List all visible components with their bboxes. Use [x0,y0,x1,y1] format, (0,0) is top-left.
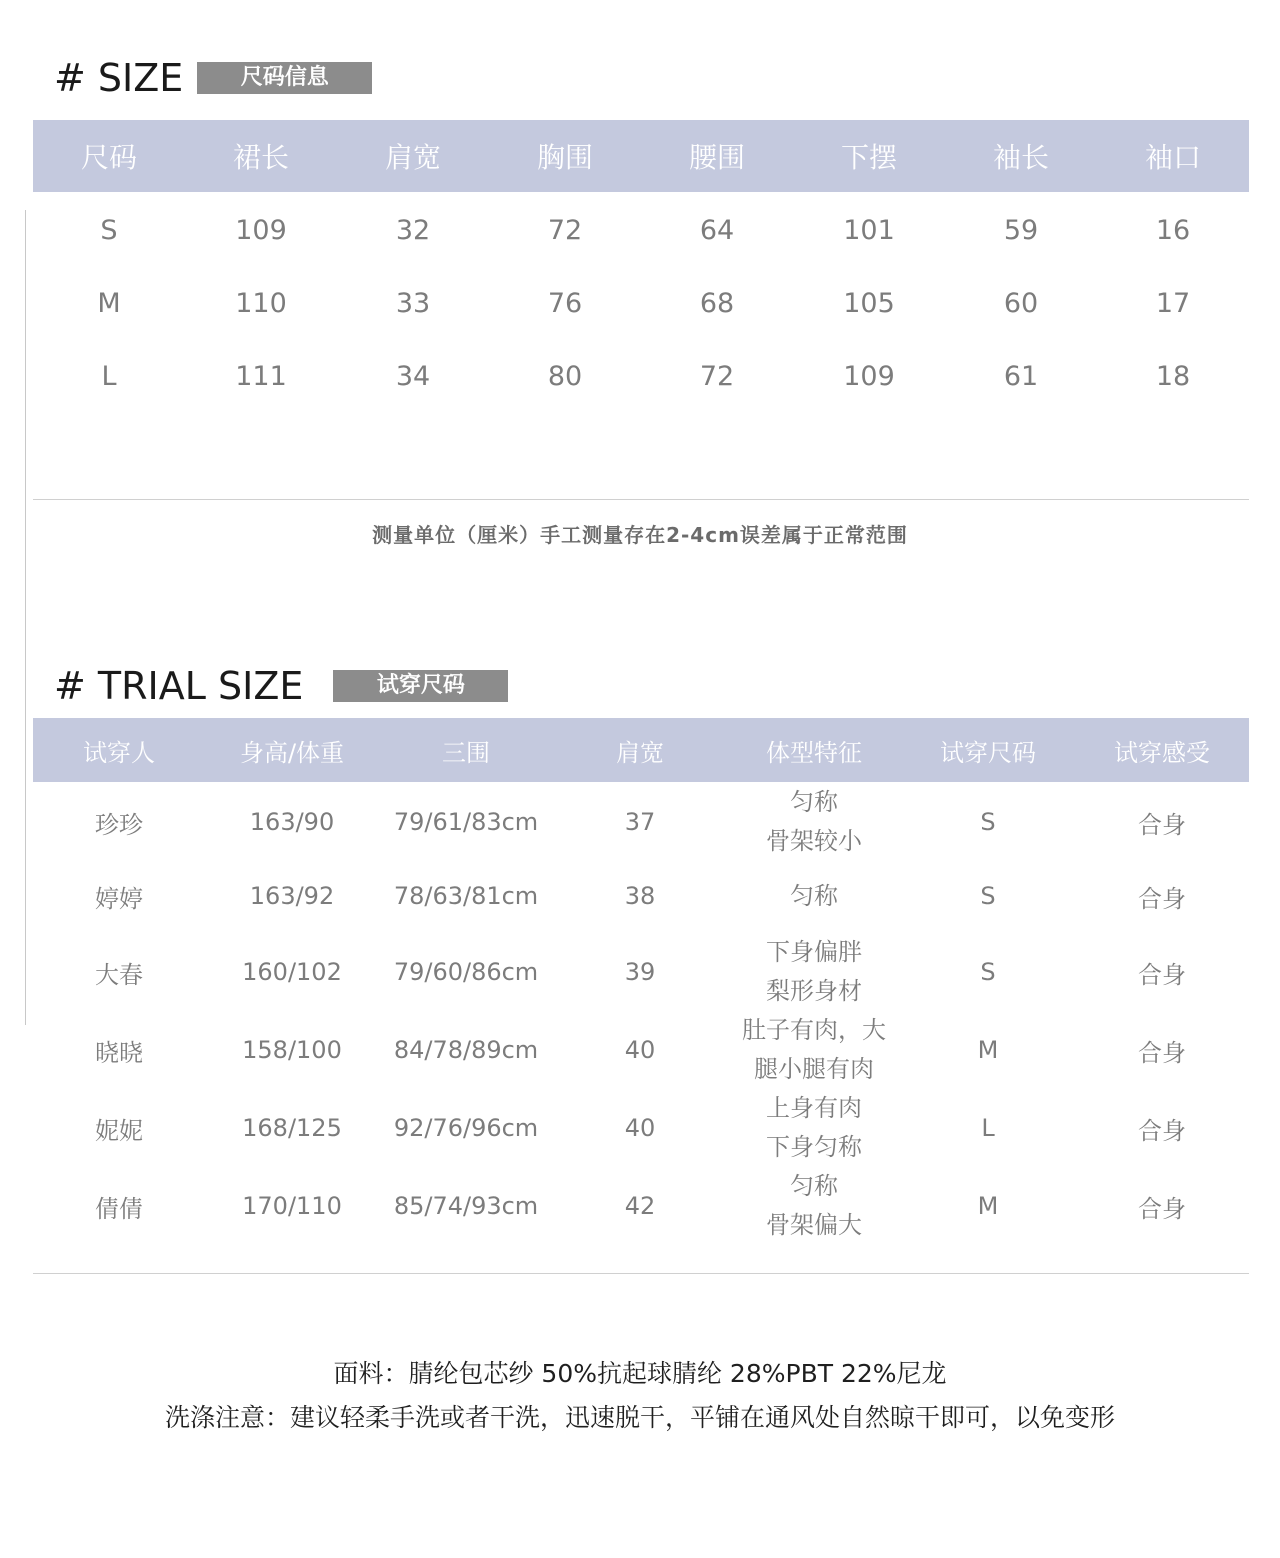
trial-row [33,870,1249,922]
trial-body-type [727,877,901,916]
size-heading: # SIZE [54,56,184,100]
left-divider [25,210,26,1025]
size-cell: 32 [395,214,431,246]
trial-shoulder: 40 [624,1114,656,1142]
trial-row [33,784,1249,860]
trial-size: S [980,958,996,986]
trial-row [33,1090,1249,1166]
size-cell: 68 [699,287,735,319]
trial-size: M [977,1192,999,1220]
trial-row [33,1012,1249,1088]
washing-instructions: 洗涤注意：建议轻柔手洗或者干洗，迅速脱干，平铺在通风处自然晾干即可，以免变形 [164,1403,1115,1432]
size-cell: 64 [699,214,735,246]
trial-height-weight: 168/125 [242,1114,342,1142]
size-cell: 33 [395,287,431,319]
size-cell: 109 [843,360,895,392]
size-cell: 80 [547,360,583,392]
trial-header-cell: 身高/体重 [239,738,345,767]
trial-height-weight: 158/100 [242,1036,342,1064]
body-type-line: 肚子有肉，大 [742,1016,886,1044]
size-cell: 110 [235,287,287,319]
trial-size: L [981,1114,995,1142]
body-type-line: 骨架偏大 [766,1211,862,1239]
trial-size: S [980,808,996,836]
trial-feel: 合身 [1138,960,1186,989]
trial-body-type [727,1167,901,1245]
trial-feel: 合身 [1138,1194,1186,1223]
trial-heading: # TRIAL SIZE [54,664,304,708]
size-header-cell: 腰围 [688,141,745,174]
trial-name: 珍珍 [95,810,143,839]
body-type-line: 腿小腿有肉 [754,1055,874,1083]
size-cell: 18 [1155,360,1191,392]
size-cell: 72 [547,214,583,246]
trial-name: 晓晓 [95,1038,143,1067]
trial-measurements: 85/74/93cm [393,1192,539,1220]
body-type-line: 下身偏胖 [766,938,862,966]
trial-name: 大春 [95,960,143,989]
trial-body-type [727,783,901,861]
measurement-note: 测量单位（厘米）手工测量存在2-4cm误差属于正常范围 [372,523,908,547]
body-type-line: 匀称 [790,1172,838,1200]
body-type-line: 下身匀称 [766,1133,862,1161]
trial-size: S [980,882,996,910]
trial-shoulder: 39 [624,958,656,986]
size-cell: 105 [843,287,895,319]
size-cell: 59 [1003,214,1039,246]
trial-measurements: 79/61/83cm [393,808,539,836]
trial-height-weight: 160/102 [242,958,342,986]
trial-section-title [54,664,508,708]
size-row [33,208,1249,252]
size-row [33,281,1249,325]
trial-size: M [977,1036,999,1064]
size-header-cell: 肩宽 [384,141,441,174]
trial-measurements: 78/63/81cm [393,882,539,910]
size-cell: 34 [395,360,431,392]
trial-body-type [727,933,901,1011]
body-type-line: 梨形身材 [766,977,862,1005]
body-type-line: 骨架较小 [766,827,862,855]
size-cell: 101 [843,214,895,246]
trial-height-weight: 163/92 [249,882,335,910]
trial-tag: 试穿尺码 [333,670,508,702]
trial-feel: 合身 [1138,1038,1186,1067]
trial-feel: 合身 [1138,810,1186,839]
size-tag: 尺码信息 [197,62,372,94]
size-cell: S [100,214,118,246]
size-section-title [54,56,372,100]
trial-shoulder: 42 [624,1192,656,1220]
trial-header-cell: 体型特征 [766,738,862,767]
trial-measurements: 79/60/86cm [393,958,539,986]
trial-table-divider [33,1273,1249,1274]
trial-body-type [727,1011,901,1089]
size-header-cell: 袖口 [1144,141,1201,174]
trial-feel: 合身 [1138,1116,1186,1145]
size-cell: M [97,287,121,319]
trial-name: 妮妮 [95,1116,143,1145]
size-header-cell: 下摆 [840,141,897,174]
size-row [33,354,1249,398]
body-type-line: 匀称 [790,881,838,910]
size-table-divider [33,499,1249,500]
size-cell: 111 [235,360,287,392]
trial-header-cell: 试穿感受 [1114,738,1210,767]
fabric-material: 面料：腈纶包芯纱 50%抗起球腈纶 28%PBT 22%尼龙 [333,1359,947,1388]
trial-body-type [727,1089,901,1167]
body-type-line: 匀称 [790,788,838,816]
trial-shoulder: 40 [624,1036,656,1064]
size-cell: 17 [1155,287,1191,319]
size-header-cell: 尺码 [80,141,137,174]
trial-height-weight: 163/90 [249,808,335,836]
size-cell: 60 [1003,287,1039,319]
size-cell: 76 [547,287,583,319]
trial-header-cell: 肩宽 [616,738,664,767]
size-cell: 61 [1003,360,1039,392]
size-header-cell: 胸围 [536,141,593,174]
body-type-line: 上身有肉 [766,1094,862,1122]
trial-measurements: 92/76/96cm [393,1114,539,1142]
trial-row [33,1168,1249,1244]
trial-shoulder: 38 [624,882,656,910]
trial-table-header [33,718,1249,782]
trial-header-cell: 试穿尺码 [940,738,1036,767]
size-cell: 16 [1155,214,1191,246]
trial-feel: 合身 [1138,884,1186,913]
trial-height-weight: 170/110 [242,1192,342,1220]
trial-row [33,934,1249,1010]
trial-header-cell: 试穿人 [83,738,155,767]
trial-name: 婷婷 [95,884,143,913]
size-cell: 109 [235,214,287,246]
trial-shoulder: 37 [624,808,656,836]
size-header-cell: 袖长 [992,141,1049,174]
trial-header-cell: 三围 [442,738,490,767]
size-cell: 72 [699,360,735,392]
size-header-cell: 裙长 [232,141,289,174]
size-table-header [33,120,1249,192]
size-cell: L [101,360,117,392]
trial-measurements: 84/78/89cm [393,1036,539,1064]
trial-name: 倩倩 [95,1194,143,1223]
